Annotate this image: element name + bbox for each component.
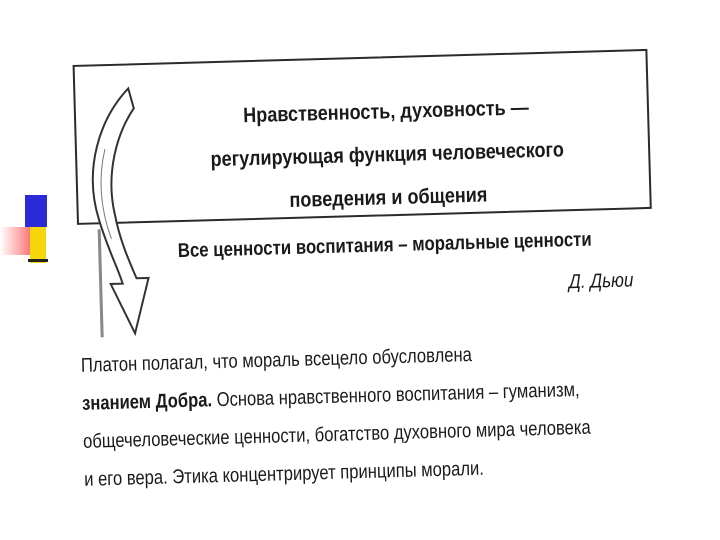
curved-arrow-icon [73,77,170,339]
scanned-page [72,29,675,525]
body-paragraph [80,331,665,499]
bullet-blue-block [25,195,47,227]
bullet-underline [28,259,48,262]
title-line-3: поведения и общения [289,183,488,212]
body-line-4: и его вера. Этика концентрирует принципы морали. [83,457,485,491]
body-line-1: Платон полагал, что мораль всецело обусловлена [80,343,473,377]
title-line-1: Нравственность, духовность — [242,96,530,128]
bullet-yellow-block [30,227,46,263]
title-text [170,84,603,225]
body-line-3: общечеловеческие ценности, богатство духовного мира человека [82,416,592,453]
body-line-2-rest: Основа нравственного воспитания – гуманизм, [211,378,580,412]
quote-author: Д. Дьюи [568,269,634,294]
quote-text: Все ценности воспитания – моральные ценности [177,228,592,263]
title-line-2: регулирующая функция человеческого [210,138,565,172]
slide-bullet-decoration [0,195,60,275]
body-bold-phrase: знанием Добра. [81,389,213,415]
